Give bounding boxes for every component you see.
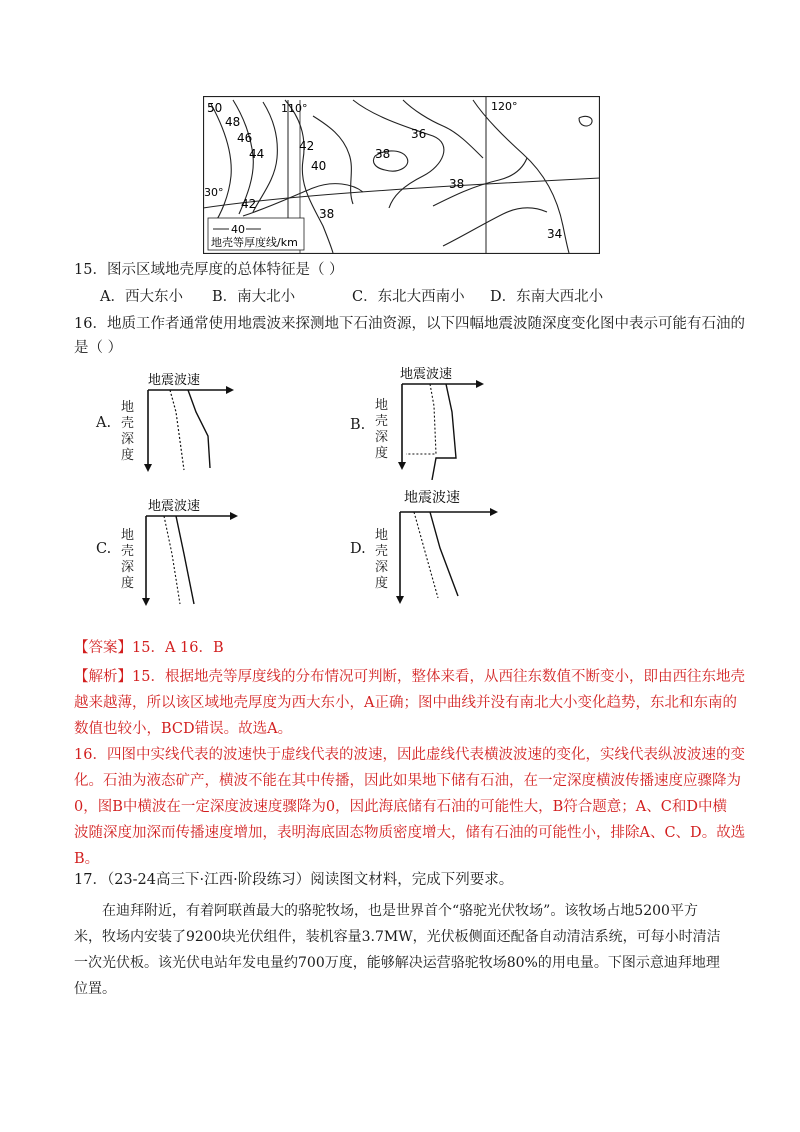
panel-b-y-label: 地壳深度 <box>375 398 389 461</box>
map-contour-label: 48 <box>225 115 241 129</box>
q15-option-d[interactable]: D．东南大西北小 <box>490 289 604 305</box>
analysis-15 <box>74 664 745 742</box>
panel-c-y-label: 地壳深度 <box>121 528 135 591</box>
question-15-stem: 15．图示区域地壳厚度的总体特征是（ ） <box>74 262 344 278</box>
question-16-stem-cont: 是（ ） <box>74 340 123 356</box>
question-16-stem: 16．地质工作者通常使用地震波来探测地下石油资源，以下四幅地震波随深度变化图中表示可能有石油的 <box>74 316 745 332</box>
passage-line2: 米，牧场内安装了9200块光伏组件，装机容量3.7MW，光伏板侧面还配备自动清洁系统，可每小时清洁 <box>74 929 721 945</box>
analysis-16-line3: 0，图B中横波在一定深度波速度骤降为0，因此海底储有石油的可能性大，B符合题意；A、C和D中横 <box>74 799 727 815</box>
map-legend-value: 40 <box>231 223 245 236</box>
analysis-16-line5: B。 <box>74 851 100 867</box>
map-longitude-label: 110° <box>281 102 308 115</box>
answer-tag: 【答案】 <box>74 640 132 656</box>
map-contour-label: 38 <box>375 147 391 161</box>
map-contour-label: 44 <box>249 147 265 161</box>
panel-c-x-label: 地震波速 <box>148 499 201 514</box>
map-contour-label: 34 <box>547 227 563 241</box>
q15-option-b[interactable]: B．南大北小 <box>212 289 296 305</box>
panel-d-y-label: 地壳深度 <box>375 528 389 591</box>
panel-d-letter[interactable]: D. <box>350 541 366 557</box>
passage-line4: 位置。 <box>74 981 116 997</box>
panel-a-x-label: 地震波速 <box>148 373 201 388</box>
panel-a-y-label: 地壳深度 <box>121 400 135 463</box>
analysis-16-line1: 16．四图中实线代表的波速快于虚线代表的波速，因此虚线代表横波波速的变化，实线代表纵波波速的变 <box>74 747 745 763</box>
crust-thickness-map <box>203 96 600 254</box>
panel-d-x-label: 地震波速 <box>404 490 460 506</box>
analysis-16-line4: 波随深度加深而传播速度增加，表明海底固态物质密度增大，储有石油的可能性小，排除A、C、D。故选 <box>74 825 746 841</box>
answer-line <box>74 638 224 658</box>
map-contour-label: 42 <box>241 197 257 211</box>
analysis-15-line1: 15．根据地壳等厚度线的分布情况可判断，整体来看，从西往东数值不断变小，即由西往东地壳 <box>132 669 745 685</box>
map-contour-label: 42 <box>299 139 315 153</box>
map-contour-label: 50 <box>207 101 223 115</box>
analysis-16 <box>74 742 746 872</box>
passage-line3: 一次光伏板。该光伏电站年发电量约700万度，能够解决运营骆驼牧场80%的用电量。下图示意迪拜地理 <box>74 955 720 971</box>
passage-line1: 在迪拜附近，有着阿联酋最大的骆驼牧场，也是世界首个“骆驼光伏牧场”。该牧场占地5200平方 <box>102 903 698 919</box>
analysis-16-line2: 化。石油为液态矿产，横波不能在其中传播，因此如果地下储有石油，在一定深度横波传播速度应骤降为 <box>74 773 741 789</box>
analysis-15-line2: 越来越薄，所以该区域地壳厚度为西大东小，A正确；图中曲线并没有南北大小变化趋势，东北和东南的 <box>74 695 737 711</box>
map-contour-label: 38 <box>449 177 465 191</box>
analysis-tag: 【解析】 <box>74 669 132 685</box>
map-contour-label: 46 <box>237 131 253 145</box>
q15-option-a[interactable]: A．西大东小 <box>100 289 183 305</box>
answer-text: 15．A 16．B <box>132 640 224 656</box>
map-longitude-label: 120° <box>491 100 518 113</box>
question-17-passage <box>74 898 734 1002</box>
map-latitude-label: 30° <box>204 186 224 199</box>
map-contour-label: 36 <box>411 127 427 141</box>
panel-b-x-label: 地震波速 <box>400 367 453 382</box>
analysis-15-line3: 数值也较小，BCD错误。故选A。 <box>74 721 293 737</box>
map-contour-label: 40 <box>311 159 327 173</box>
panel-c-letter[interactable]: C. <box>96 541 112 557</box>
q15-option-c[interactable]: C．东北大西南小 <box>352 289 465 305</box>
map-contour-label: 38 <box>319 207 335 221</box>
map-legend-text: 地壳等厚度线/km <box>211 236 298 249</box>
question-17-stem: 17．（23-24高三下·江西·阶段练习）阅读图文材料，完成下列要求。 <box>74 872 514 888</box>
panel-a-letter[interactable]: A. <box>96 415 112 431</box>
panel-b-letter[interactable]: B. <box>350 417 366 433</box>
